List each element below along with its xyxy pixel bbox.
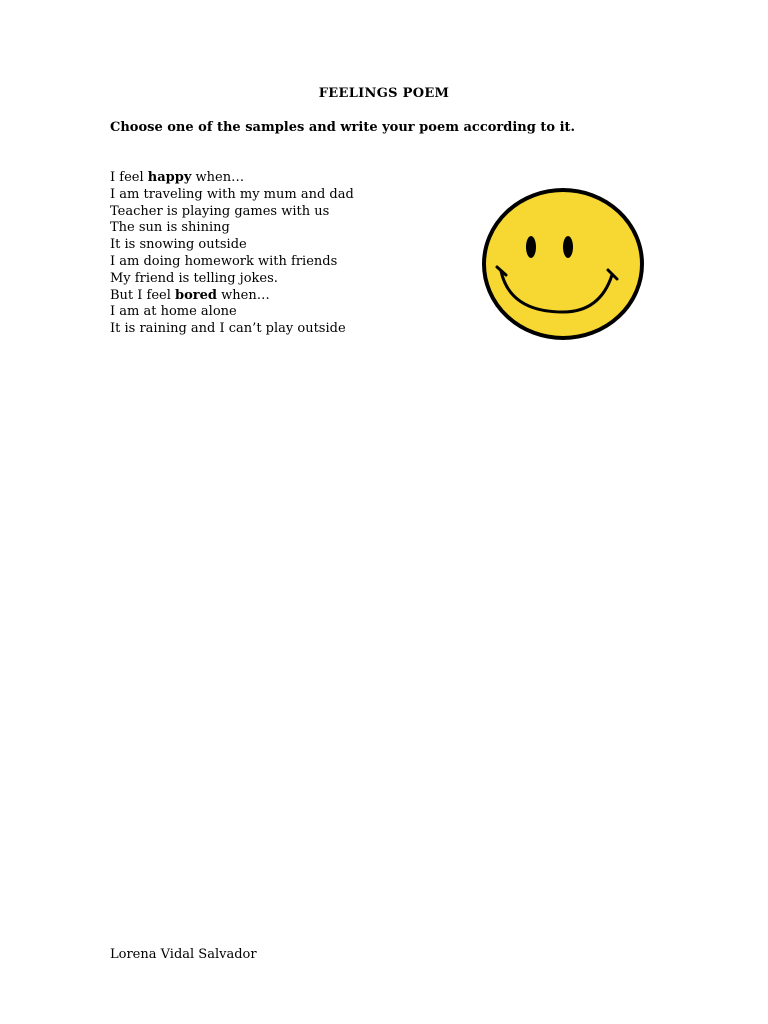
poem-line: I am at home alone: [110, 304, 237, 320]
smiley-left-eye: [526, 236, 536, 258]
emphasis-bored: bored: [175, 287, 218, 303]
smiley-face: [484, 190, 642, 338]
poem-text: when…: [217, 287, 270, 303]
poem-block: [110, 170, 354, 338]
poem-line: Teacher is playing games with us: [110, 203, 330, 219]
poem-line: The sun is shining: [110, 220, 230, 236]
poem-line-bored-intro: [110, 288, 354, 305]
poem-line: My friend is telling jokes.: [110, 270, 278, 286]
smiley-face-icon: [480, 186, 646, 342]
poem-text: when…: [191, 170, 245, 185]
instructions-text: Choose one of the samples and write your poem according to it.: [110, 120, 576, 135]
poem-text: I feel: [110, 170, 148, 185]
page-title: FEELINGS POEM: [318, 86, 450, 101]
poem-line: It is raining and I can’t play outside: [110, 321, 346, 337]
poem-line-happy-intro: [110, 170, 354, 187]
poem-line: I am doing homework with friends: [110, 253, 338, 269]
author-name: Lorena Vidal Salvador: [110, 947, 257, 962]
emphasis-happy: happy: [147, 170, 192, 185]
smiley-right-eye: [563, 236, 573, 258]
poem-text: But I feel: [110, 287, 176, 303]
poem-line: It is snowing outside: [110, 237, 247, 253]
poem-line: I am traveling with my mum and dad: [110, 186, 354, 202]
